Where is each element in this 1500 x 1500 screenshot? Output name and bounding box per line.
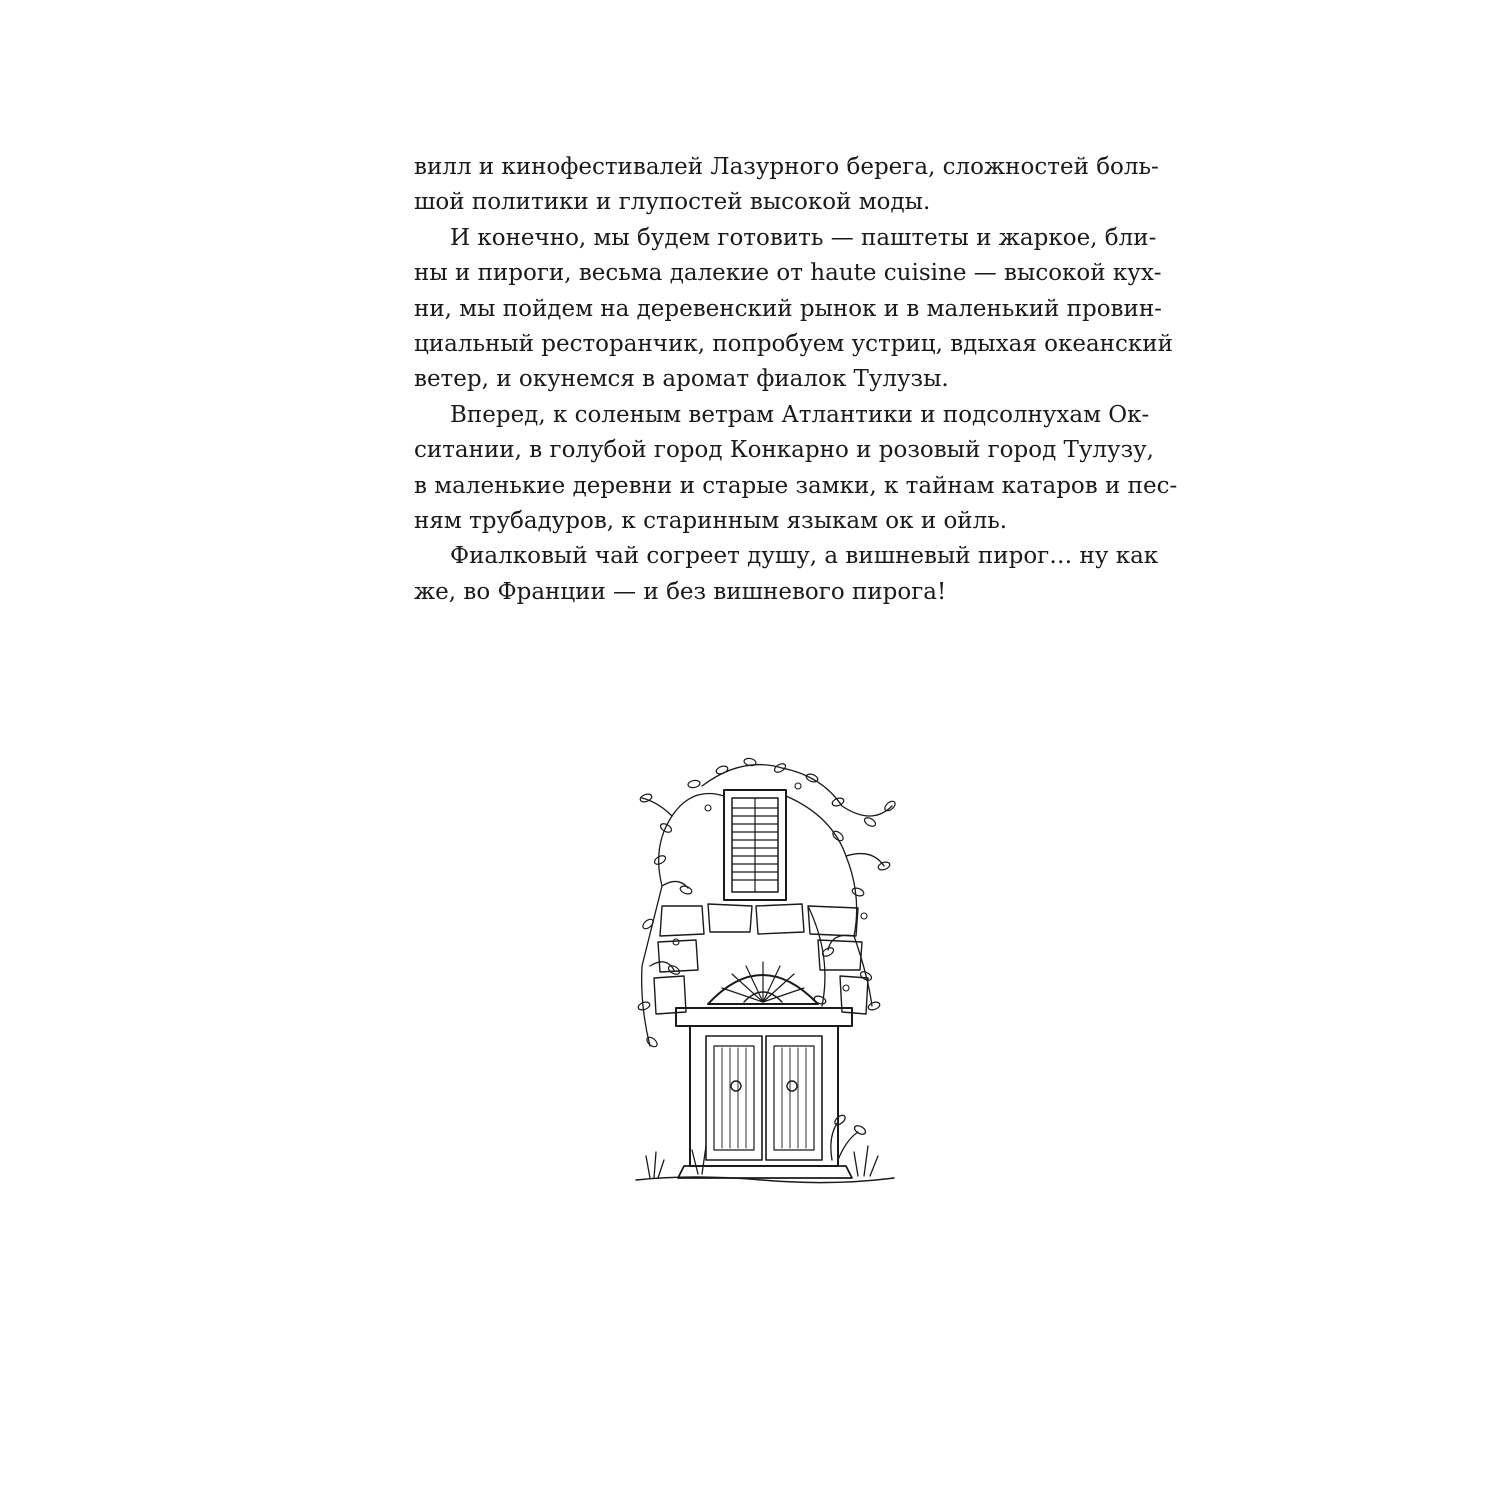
text-line: ветер, и окунемся в аромат фиалок Тулузы. — [414, 366, 949, 393]
text-line: ны и пироги, весьма далекие от haute cuisine — высокой кух- — [414, 260, 1162, 287]
body-text — [414, 150, 1178, 610]
text-line: шой политики и глупостей высокой моды. — [414, 189, 931, 216]
text-line: же, во Франции — и без вишневого пирога! — [414, 578, 947, 605]
text-line: вилл и кинофестивалей Лазурного берега, сложностей боль- — [414, 154, 1159, 180]
text-line: ням трубадуров, к старинным языкам ок и ойль. — [414, 507, 1008, 534]
text-line: циальный ресторанчик, попробуем устриц, вдыхая океанский — [414, 330, 1173, 357]
paragraph-first-line: И конечно, мы будем готовить — паштеты и жаркое, бли- — [450, 224, 1157, 251]
paragraph-first-line: Фиалковый чай согреет душу, а вишневый пирог… ну как — [450, 543, 1159, 570]
door-with-vines-sketch-icon — [632, 756, 902, 1188]
paragraph-first-line: Вперед, к соленым ветрам Атлантики и подсолнухам Ок- — [450, 401, 1150, 428]
text-line: ситании, в голубой город Конкарно и розовый город Тулузу, — [414, 437, 1154, 464]
text-line: ни, мы пойдем на деревенский рынок и в маленький провин- — [414, 295, 1162, 322]
door-with-vines-illustration — [632, 756, 902, 1188]
text-line: в маленькие деревни и старые замки, к тайнам катаров и пес- — [414, 472, 1178, 499]
